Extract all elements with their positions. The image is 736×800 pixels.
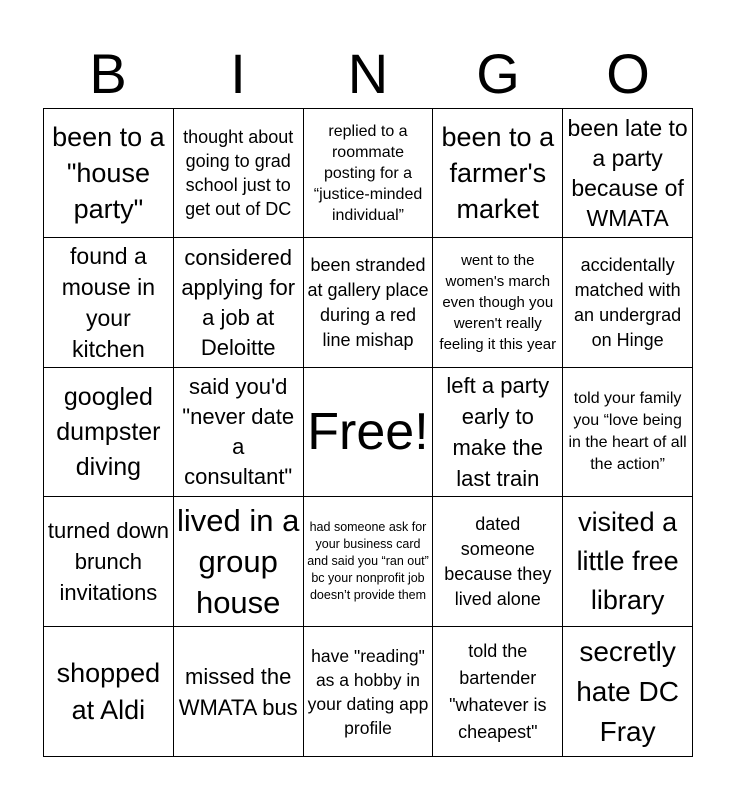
bingo-cell[interactable]: missed the WMATA bus — [173, 627, 303, 757]
header-letter-b: B — [89, 42, 127, 105]
bingo-cell[interactable]: googled dumpster diving — [44, 368, 174, 497]
bingo-cell[interactable]: thought about going to grad school just to get out of DC — [173, 109, 303, 238]
bingo-cell[interactable]: told the bartender "whatever is cheapest" — [433, 627, 563, 757]
free-space[interactable]: Free! — [303, 368, 433, 497]
header-letter-o: O — [606, 42, 650, 105]
bingo-cell[interactable]: accidentally matched with an undergrad on Hinge — [563, 238, 693, 368]
bingo-board — [43, 108, 693, 757]
bingo-cell[interactable]: lived in a group house — [173, 497, 303, 627]
header-letter-n: N — [347, 42, 389, 105]
bingo-cell[interactable]: considered applying for a job at Deloitte — [173, 238, 303, 368]
bingo-cell[interactable]: been to a farmer's market — [433, 109, 563, 238]
bingo-cell[interactable]: found a mouse in your kitchen — [44, 238, 174, 368]
bingo-cell[interactable]: have "reading" as a hobby in your dating app profile — [303, 627, 433, 757]
bingo-cell[interactable]: left a party early to make the last train — [433, 368, 563, 497]
bingo-cell[interactable]: turned down brunch invitations — [44, 497, 174, 627]
bingo-cell[interactable]: replied to a roommate posting for a “justice-minded individual” — [303, 109, 433, 238]
bingo-cell[interactable]: told your family you “love being in the heart of all the action” — [563, 368, 693, 497]
header-letter-i: I — [230, 42, 246, 105]
bingo-header — [43, 40, 693, 108]
bingo-cell[interactable]: been late to a party because of WMATA — [563, 109, 693, 238]
bingo-cell[interactable]: said you'd "never date a consultant" — [173, 368, 303, 497]
bingo-cell[interactable]: been to a "house party" — [44, 109, 174, 238]
bingo-cell[interactable]: went to the women's march even though you weren't really feeling it this year — [433, 238, 563, 368]
bingo-cell[interactable]: dated someone because they lived alone — [433, 497, 563, 627]
bingo-cell[interactable]: secretly hate DC Fray — [563, 627, 693, 757]
bingo-cell[interactable]: had someone ask for your business card and said you “ran out” bc your nonprofit job doesn’t provide them — [303, 497, 433, 627]
bingo-cell[interactable]: been stranded at gallery place during a red line mishap — [303, 238, 433, 368]
bingo-cell[interactable]: visited a little free library — [563, 497, 693, 627]
bingo-cell[interactable]: shopped at Aldi — [44, 627, 174, 757]
header-letter-g: G — [476, 42, 520, 105]
